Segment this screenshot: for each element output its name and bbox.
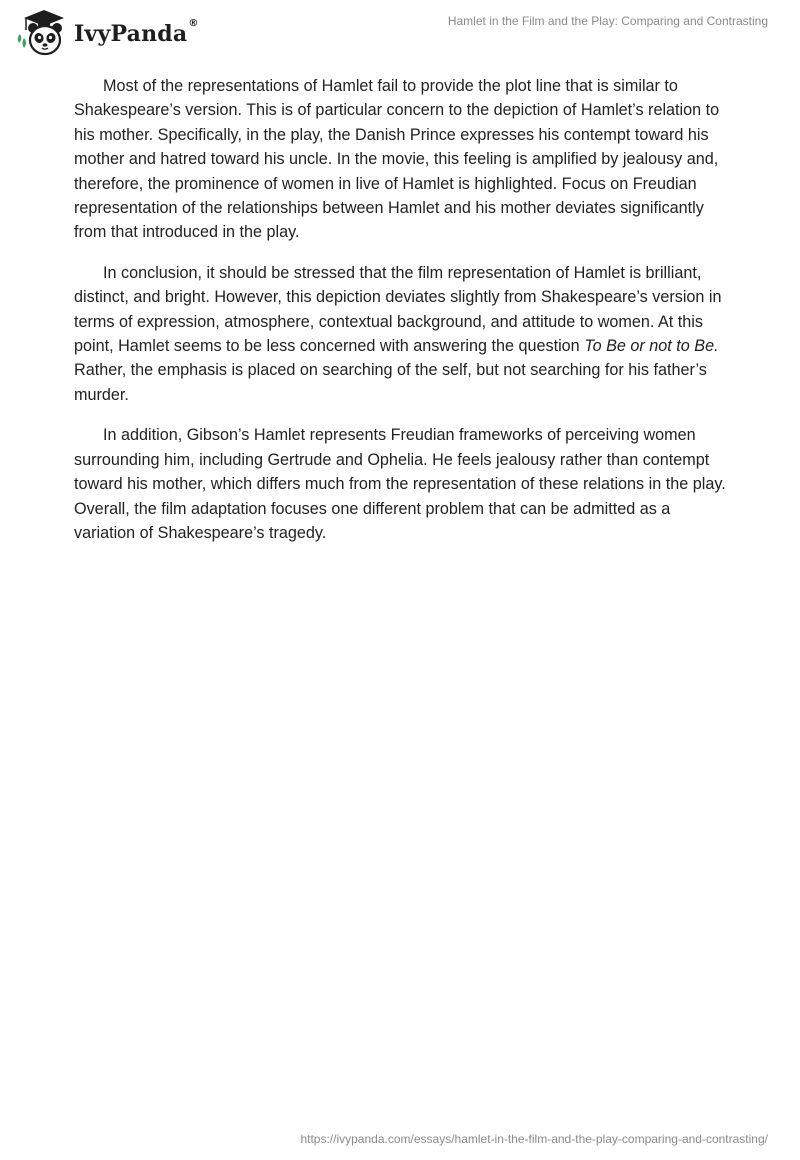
paragraph-2 [74, 261, 726, 407]
paragraph-3: In addition, Gibson’s Hamlet represents Freudian frameworks of perceiving women surrounding him, including Gertrude and Ophelia. He feels jealousy rather than contempt toward his mother, which differs much from the representation of these relations in the play. Overall, the film adaptation focuses one different problem that can be admitted as a variation of Shakespeare’s tragedy. [74, 426, 726, 542]
document-title: Hamlet in the Film and the Play: Comparing and Contrasting [447, 14, 768, 28]
paragraph-2-italic-quote: To Be or not to Be. [584, 337, 719, 356]
footer-url[interactable]: https://ivypanda.com/essays/hamlet-in-the-film-and-the-play-comparing-and-contrasting/ [300, 1132, 768, 1146]
essay-body [74, 74, 726, 561]
registered-mark: ® [188, 17, 199, 29]
paragraph-1: Most of the representations of Hamlet fail to provide the plot line that is similar to Shakespeare’s version. This is of particular concern to the depiction of Hamlet’s relation to his mother. Specifically, in the play, the Danish Prince expresses his contempt toward his mother and hatred toward his uncle. In the movie, this feeling is amplified by jealousy and, therefore, the prominence of women in live of Hamlet is highlighted. Focus on Freudian representation of the relationships between Hamlet and his mother deviates significantly from that introduced in the play. [74, 77, 720, 242]
panda-graduate-icon [14, 8, 72, 58]
paragraph-2-text-b: Rather, the emphasis is placed on searching of the self, but not searching for his father’s murder. [74, 361, 707, 404]
ivypanda-logo[interactable] [14, 8, 198, 58]
page-header [0, 0, 800, 60]
logo-text: IvyPanda [74, 21, 188, 47]
paragraph-2-text-a: In conclusion, it should be stressed that the film representation of Hamlet is brilliant, distinct, and bright. However, this depiction deviates slightly from Shakespeare’s version in terms of expression, atmosphere, contextual background, and attitude to women. At this point, Hamlet seems to be less concerned with answering the question [74, 263, 722, 356]
